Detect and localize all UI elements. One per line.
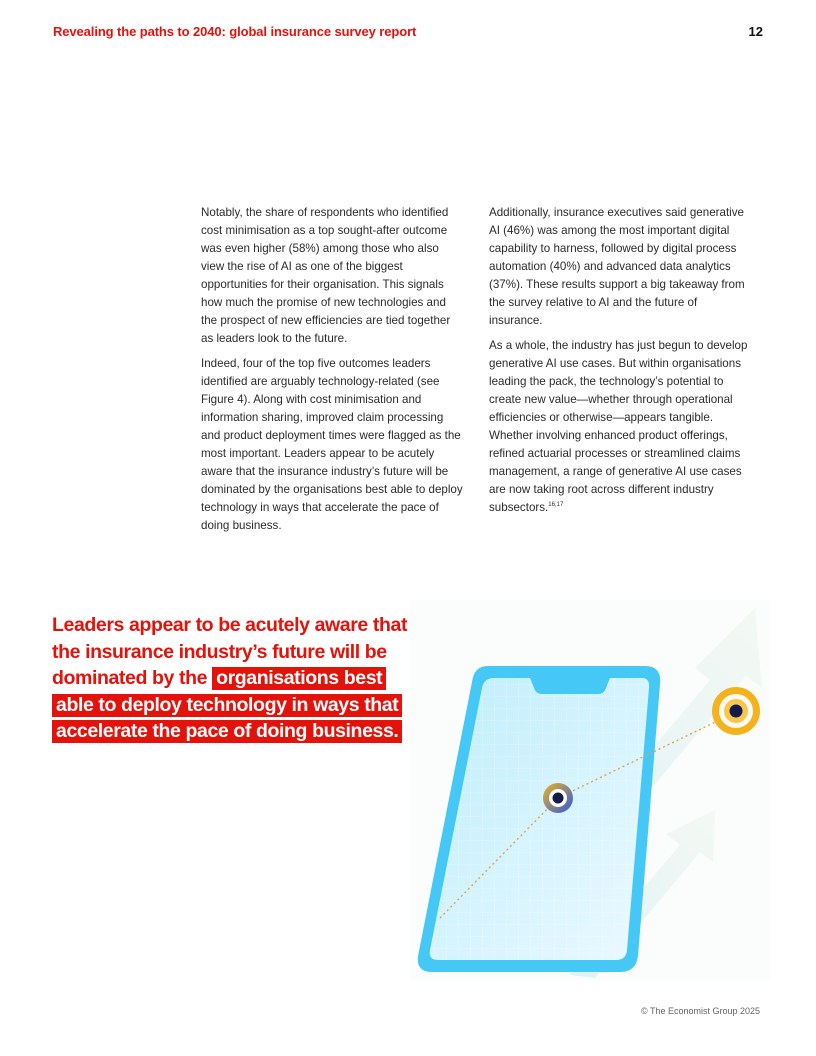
body-column-left <box>201 204 463 542</box>
paragraph: Indeed, four of the top five outcomes leaders identified are arguably technology-related (see Figure 4). Along with cost minimisation and information sharing, improved claim processing and product deployment times were flagged as the most important. Leaders appear to be acutely aware that the insurance industry’s future will be dominated by the organisations best able to deploy technology in ways that accelerate the pace of doing business. <box>201 357 463 532</box>
paragraph: Additionally, insurance executives said generative AI (46%) was among the most important digital capability to harness, followed by digital process automation (40%) and advanced data analytics (37%). These results support a big takeaway from the survey relative to AI and the future of insurance. <box>489 206 745 327</box>
paragraph: Notably, the share of respondents who identified cost minimisation as a top sought-after outcome was even higher (58%) among those who also view the rise of AI as one of the biggest opportunities for their organisation. This signals how much the promise of new technologies and the prospect of new efficiencies are tied together as leaders look to the future. <box>201 206 451 345</box>
paragraph <box>489 337 751 517</box>
pull-quote-highlight: organisations best able to deploy technology in ways that accelerate the pace of doing business. <box>52 667 402 743</box>
pull-quote <box>52 612 422 745</box>
pull-quote-text: Leaders appear to be acutely aware that the insurance industry’s future will be dominated by the <box>52 614 408 689</box>
smartphone-growth-illustration <box>410 600 770 980</box>
paragraph-text: As a whole, the industry has just begun to develop generative AI use cases. But within organisations leading the pack, the technology’s potential to create new value—whether through operational efficiencies or otherwise—appears tangible. Whether involving enhanced product offerings, refined actuarial processes or streamlined claims management, a range of generative AI use cases are now taking root across different industry subsectors. <box>489 339 748 514</box>
footnote-ref: 16,17 <box>548 502 564 509</box>
smartphone-notch <box>530 678 610 694</box>
page-number: 12 <box>748 24 763 39</box>
report-title: Revealing the paths to 2040: global insurance survey report <box>53 24 417 39</box>
copyright-footer: © The Economist Group 2025 <box>640 1006 760 1016</box>
body-column-right <box>489 204 751 524</box>
